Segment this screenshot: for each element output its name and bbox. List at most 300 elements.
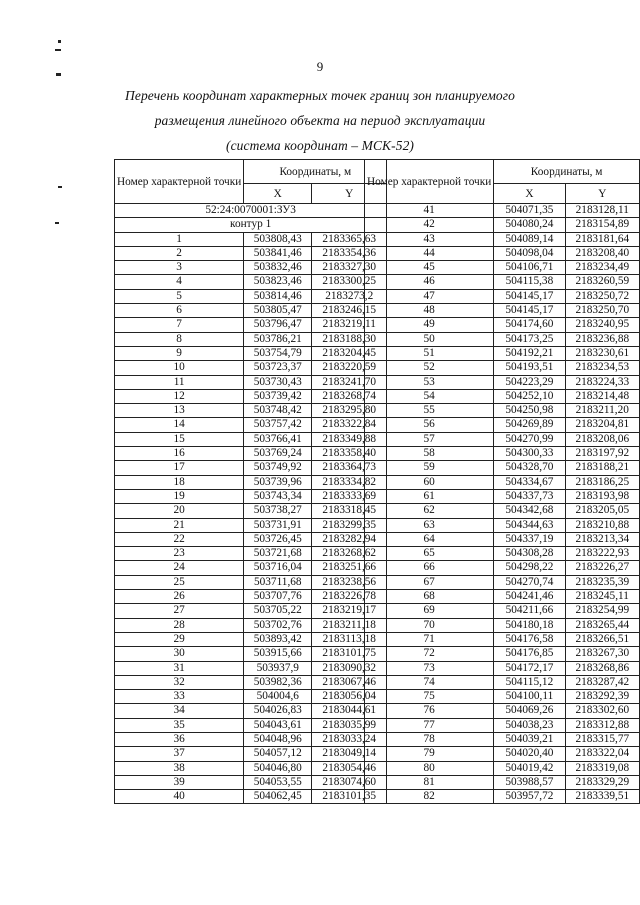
coord-y: 2183205,05	[565, 504, 639, 518]
table-row	[115, 304, 387, 318]
point-number: 3	[115, 261, 244, 275]
coord-x: 504328,70	[494, 461, 565, 475]
table-row	[365, 732, 640, 746]
table-row	[365, 690, 640, 704]
table-row	[365, 575, 640, 589]
point-number: 31	[115, 661, 244, 675]
table-row	[365, 475, 640, 489]
coord-x: 503754,79	[244, 346, 312, 360]
coord-x: 503726,45	[244, 532, 312, 546]
coord-y: 2183329,29	[565, 775, 639, 789]
table-row	[365, 418, 640, 432]
point-number: 15	[115, 432, 244, 446]
coord-x: 504062,45	[244, 790, 312, 804]
table-row	[115, 647, 387, 661]
coord-y: 2183101,35	[312, 790, 387, 804]
coord-x: 504043,61	[244, 718, 312, 732]
scan-mark	[55, 49, 61, 51]
point-number: 65	[365, 547, 494, 561]
point-number: 77	[365, 718, 494, 732]
coord-y: 2183222,93	[565, 547, 639, 561]
table-row	[365, 389, 640, 403]
coord-x: 503730,43	[244, 375, 312, 389]
coord-x: 503823,46	[244, 275, 312, 289]
coord-y: 2183315,77	[565, 732, 639, 746]
coord-y: 2183287,42	[565, 675, 639, 689]
coord-x: 504298,22	[494, 561, 565, 575]
table-row	[365, 375, 640, 389]
coord-y: 2183113,18	[312, 632, 387, 646]
point-number: 1	[115, 232, 244, 246]
coord-y: 2183349,88	[312, 432, 387, 446]
coord-x: 504100,11	[494, 690, 565, 704]
coord-x: 504098,04	[494, 246, 565, 260]
point-number: 69	[365, 604, 494, 618]
coord-x: 504334,67	[494, 475, 565, 489]
coord-x: 503982,36	[244, 675, 312, 689]
point-number: 53	[365, 375, 494, 389]
table-row	[115, 461, 387, 475]
coord-x: 504020,40	[494, 747, 565, 761]
coord-x: 503723,37	[244, 361, 312, 375]
coord-y: 2183067,46	[312, 675, 387, 689]
table-row	[115, 604, 387, 618]
coord-x: 504270,74	[494, 575, 565, 589]
point-number: 46	[365, 275, 494, 289]
coord-y: 2183268,86	[565, 661, 639, 675]
coord-x: 503769,24	[244, 447, 312, 461]
coord-x: 503766,41	[244, 432, 312, 446]
coord-y: 2183236,88	[565, 332, 639, 346]
point-number: 30	[115, 647, 244, 661]
table-row	[365, 461, 640, 475]
coord-x: 504071,35	[494, 204, 565, 218]
coord-y: 2183234,53	[565, 361, 639, 375]
table-row	[115, 389, 387, 403]
point-number: 34	[115, 704, 244, 718]
table-row	[115, 590, 387, 604]
table-row	[115, 289, 387, 303]
point-number: 33	[115, 690, 244, 704]
coord-x: 504004,6	[244, 690, 312, 704]
point-number: 22	[115, 532, 244, 546]
table-row	[115, 489, 387, 503]
point-number: 20	[115, 504, 244, 518]
table-row	[365, 632, 640, 646]
coord-y: 2183322,84	[312, 418, 387, 432]
point-number: 82	[365, 790, 494, 804]
table-row	[365, 561, 640, 575]
coord-x: 503702,76	[244, 618, 312, 632]
coord-x: 503786,21	[244, 332, 312, 346]
coord-x: 503841,46	[244, 246, 312, 260]
table-row	[365, 275, 640, 289]
coord-y: 2183268,74	[312, 389, 387, 403]
point-number: 18	[115, 475, 244, 489]
table-row	[115, 232, 387, 246]
table-row	[365, 204, 640, 218]
point-number: 36	[115, 732, 244, 746]
point-number: 23	[115, 547, 244, 561]
coord-y: 2183213,34	[565, 532, 639, 546]
coord-y: 2183226,27	[565, 561, 639, 575]
coord-x: 504048,96	[244, 732, 312, 746]
coord-y: 2183245,11	[565, 590, 639, 604]
coord-x: 504337,73	[494, 489, 565, 503]
coord-y: 2183234,49	[565, 261, 639, 275]
coord-y: 2183238,56	[312, 575, 387, 589]
coord-y: 2183230,61	[565, 346, 639, 360]
table-row	[365, 590, 640, 604]
coord-x: 504342,68	[494, 504, 565, 518]
table-row	[365, 218, 640, 232]
point-number: 62	[365, 504, 494, 518]
point-number: 13	[115, 404, 244, 418]
coord-y: 2183204,45	[312, 346, 387, 360]
table-row	[115, 518, 387, 532]
coord-x: 504069,26	[494, 704, 565, 718]
header-point-number: Номер характерной точки	[115, 160, 244, 204]
coord-y: 2183128,11	[565, 204, 639, 218]
table-row	[365, 246, 640, 260]
point-number: 45	[365, 261, 494, 275]
point-number: 38	[115, 761, 244, 775]
coord-y: 2183312,88	[565, 718, 639, 732]
coord-x: 504223,29	[494, 375, 565, 389]
coord-x: 503957,72	[494, 790, 565, 804]
point-number: 51	[365, 346, 494, 360]
table-row	[365, 661, 640, 675]
point-number: 14	[115, 418, 244, 432]
coord-y: 2183240,95	[565, 318, 639, 332]
coord-y: 2183211,20	[565, 404, 639, 418]
point-number: 32	[115, 675, 244, 689]
coord-x: 503716,04	[244, 561, 312, 575]
coord-x: 504057,12	[244, 747, 312, 761]
point-number: 57	[365, 432, 494, 446]
coord-y: 2183154,89	[565, 218, 639, 232]
point-number: 40	[115, 790, 244, 804]
point-number: 73	[365, 661, 494, 675]
table-row	[115, 775, 387, 789]
table-row	[365, 790, 640, 804]
table-row	[115, 547, 387, 561]
point-number: 12	[115, 389, 244, 403]
coord-y: 2183224,33	[565, 375, 639, 389]
table-row	[365, 404, 640, 418]
coord-y: 2183319,08	[565, 761, 639, 775]
scan-mark	[58, 40, 61, 43]
coord-y: 2183220,59	[312, 361, 387, 375]
point-number: 68	[365, 590, 494, 604]
point-number: 52	[365, 361, 494, 375]
coord-y: 2183090,32	[312, 661, 387, 675]
coord-y: 2183101,75	[312, 647, 387, 661]
point-number: 71	[365, 632, 494, 646]
coord-x: 503743,34	[244, 489, 312, 503]
table-row	[365, 447, 640, 461]
table-row	[115, 361, 387, 375]
header-coords: Координаты, м	[244, 160, 387, 184]
coord-x: 503988,57	[494, 775, 565, 789]
table-row	[115, 575, 387, 589]
scan-mark	[55, 222, 59, 224]
coord-y: 2183299,35	[312, 518, 387, 532]
coord-y: 2183268,62	[312, 547, 387, 561]
title-line-2: размещения линейного объекта на период эксплуатации	[154, 113, 486, 128]
point-number: 49	[365, 318, 494, 332]
coord-y: 2183339,51	[565, 790, 639, 804]
coord-y: 2183208,06	[565, 432, 639, 446]
coord-y: 2183251,66	[312, 561, 387, 575]
coord-y: 2183033,24	[312, 732, 387, 746]
table-row	[115, 261, 387, 275]
point-number: 7	[115, 318, 244, 332]
table-row	[115, 275, 387, 289]
coord-x: 503705,22	[244, 604, 312, 618]
coord-x: 504039,21	[494, 732, 565, 746]
table-row	[115, 632, 387, 646]
table-row	[365, 232, 640, 246]
table-row	[365, 518, 640, 532]
coord-y: 2183246,15	[312, 304, 387, 318]
point-number: 63	[365, 518, 494, 532]
point-number: 44	[365, 246, 494, 260]
coord-x: 504089,14	[494, 232, 565, 246]
coord-x: 504176,85	[494, 647, 565, 661]
point-number: 25	[115, 575, 244, 589]
coord-y: 2183282,94	[312, 532, 387, 546]
table-row	[115, 704, 387, 718]
table-row	[365, 718, 640, 732]
table-row	[115, 246, 387, 260]
header-x: X	[244, 184, 312, 204]
coord-x: 504106,71	[494, 261, 565, 275]
table-row	[365, 532, 640, 546]
table-row	[365, 346, 640, 360]
point-number: 64	[365, 532, 494, 546]
table-row	[365, 489, 640, 503]
coord-x: 504026,83	[244, 704, 312, 718]
coord-y: 2183333,69	[312, 489, 387, 503]
point-number: 41	[365, 204, 494, 218]
coord-y: 2183358,40	[312, 447, 387, 461]
coord-x: 503796,47	[244, 318, 312, 332]
point-number: 72	[365, 647, 494, 661]
table-row	[365, 261, 640, 275]
point-number: 74	[365, 675, 494, 689]
coord-x: 504080,24	[494, 218, 565, 232]
point-number: 81	[365, 775, 494, 789]
parcel-id: 52:24:0070001:ЗУ3	[115, 204, 387, 218]
point-number: 75	[365, 690, 494, 704]
coord-y: 2183295,80	[312, 404, 387, 418]
coord-x: 503748,42	[244, 404, 312, 418]
point-number: 2	[115, 246, 244, 260]
coord-y: 2183211,18	[312, 618, 387, 632]
coord-x: 503814,46	[244, 289, 312, 303]
point-number: 80	[365, 761, 494, 775]
point-number: 27	[115, 604, 244, 618]
coord-x: 504193,51	[494, 361, 565, 375]
coord-y: 2183056,04	[312, 690, 387, 704]
coord-x: 504269,89	[494, 418, 565, 432]
coord-x: 503739,96	[244, 475, 312, 489]
point-number: 60	[365, 475, 494, 489]
coord-x: 504145,17	[494, 304, 565, 318]
point-number: 26	[115, 590, 244, 604]
coord-x: 503937,9	[244, 661, 312, 675]
table-row	[365, 504, 640, 518]
coord-x: 504241,46	[494, 590, 565, 604]
coord-y: 2183267,30	[565, 647, 639, 661]
coord-x: 504053,55	[244, 775, 312, 789]
coord-y: 2183250,72	[565, 289, 639, 303]
point-number: 54	[365, 389, 494, 403]
coord-y: 2183250,70	[565, 304, 639, 318]
table-row	[115, 404, 387, 418]
coord-x: 504344,63	[494, 518, 565, 532]
point-number: 66	[365, 561, 494, 575]
coord-x: 504270,99	[494, 432, 565, 446]
coord-y: 2183260,59	[565, 275, 639, 289]
table-row	[365, 761, 640, 775]
table-row	[365, 289, 640, 303]
coord-x: 504174,60	[494, 318, 565, 332]
coord-y: 2183219,17	[312, 604, 387, 618]
coord-y: 2183241,70	[312, 375, 387, 389]
point-number: 17	[115, 461, 244, 475]
table-row	[115, 346, 387, 360]
table-row	[115, 675, 387, 689]
table-row	[365, 547, 640, 561]
coord-y: 2183210,88	[565, 518, 639, 532]
point-number: 16	[115, 447, 244, 461]
point-number: 9	[115, 346, 244, 360]
coord-y: 2183327,30	[312, 261, 387, 275]
coord-x: 503805,47	[244, 304, 312, 318]
point-number: 76	[365, 704, 494, 718]
coord-y: 2183181,64	[565, 232, 639, 246]
point-number: 43	[365, 232, 494, 246]
coord-y: 2183188,21	[565, 461, 639, 475]
point-number: 56	[365, 418, 494, 432]
point-number: 50	[365, 332, 494, 346]
coord-x: 503915,66	[244, 647, 312, 661]
coord-x: 504192,21	[494, 346, 565, 360]
coord-y: 2183186,25	[565, 475, 639, 489]
coord-x: 504038,23	[494, 718, 565, 732]
table-row	[115, 690, 387, 704]
point-number: 5	[115, 289, 244, 303]
point-number: 61	[365, 489, 494, 503]
coord-x: 504250,98	[494, 404, 565, 418]
point-number: 29	[115, 632, 244, 646]
coord-y: 2183054,46	[312, 761, 387, 775]
coord-x: 503721,68	[244, 547, 312, 561]
coord-x: 504172,17	[494, 661, 565, 675]
coord-x: 504115,12	[494, 675, 565, 689]
coord-x: 504176,58	[494, 632, 565, 646]
table-row	[115, 747, 387, 761]
coord-x: 504115,38	[494, 275, 565, 289]
coord-x: 503832,46	[244, 261, 312, 275]
coord-y: 2183273,2	[312, 289, 387, 303]
title-line-3: (система координат – МСК-52)	[225, 138, 415, 153]
coord-y: 2183214,48	[565, 389, 639, 403]
point-number: 11	[115, 375, 244, 389]
coord-x: 503711,68	[244, 575, 312, 589]
coord-y: 2183049,14	[312, 747, 387, 761]
coord-y: 2183219,11	[312, 318, 387, 332]
coords-table-left	[114, 159, 387, 804]
point-number: 47	[365, 289, 494, 303]
coord-y: 2183035,99	[312, 718, 387, 732]
coord-x: 503707,76	[244, 590, 312, 604]
point-number: 55	[365, 404, 494, 418]
coord-x: 504211,66	[494, 604, 565, 618]
point-number: 42	[365, 218, 494, 232]
coord-y: 2183300,25	[312, 275, 387, 289]
table-row	[365, 647, 640, 661]
table-row	[115, 561, 387, 575]
coord-y: 2183322,04	[565, 747, 639, 761]
point-number: 21	[115, 518, 244, 532]
contour-label: контур 1	[115, 218, 387, 232]
point-number: 8	[115, 332, 244, 346]
point-number: 70	[365, 618, 494, 632]
coord-y: 2183354,36	[312, 246, 387, 260]
coord-y: 2183364,73	[312, 461, 387, 475]
scan-mark	[58, 186, 62, 188]
coord-x: 504173,25	[494, 332, 565, 346]
table-row	[365, 604, 640, 618]
header-coords: Координаты, м	[494, 160, 640, 184]
coord-x: 503893,42	[244, 632, 312, 646]
table-row	[115, 504, 387, 518]
coord-y: 2183226,78	[312, 590, 387, 604]
table-row	[115, 732, 387, 746]
table-row	[115, 432, 387, 446]
table-row	[365, 432, 640, 446]
coord-y: 2183235,39	[565, 575, 639, 589]
coord-y: 2183044,61	[312, 704, 387, 718]
table-row	[115, 661, 387, 675]
coord-y: 2183318,45	[312, 504, 387, 518]
table-row	[115, 790, 387, 804]
table-row	[365, 704, 640, 718]
coord-y: 2183254,99	[565, 604, 639, 618]
coord-y: 2183365,63	[312, 232, 387, 246]
point-number: 10	[115, 361, 244, 375]
coord-y: 2183204,81	[565, 418, 639, 432]
point-number: 67	[365, 575, 494, 589]
coord-x: 504337,19	[494, 532, 565, 546]
coord-x: 503757,42	[244, 418, 312, 432]
table-row	[365, 747, 640, 761]
point-number: 37	[115, 747, 244, 761]
point-number: 19	[115, 489, 244, 503]
point-number: 24	[115, 561, 244, 575]
table-row	[115, 761, 387, 775]
point-number: 79	[365, 747, 494, 761]
coord-y: 2183193,98	[565, 489, 639, 503]
coord-x: 503808,43	[244, 232, 312, 246]
coord-y: 2183334,82	[312, 475, 387, 489]
header-y: Y	[312, 184, 387, 204]
coord-y: 2183265,44	[565, 618, 639, 632]
table-row	[365, 775, 640, 789]
